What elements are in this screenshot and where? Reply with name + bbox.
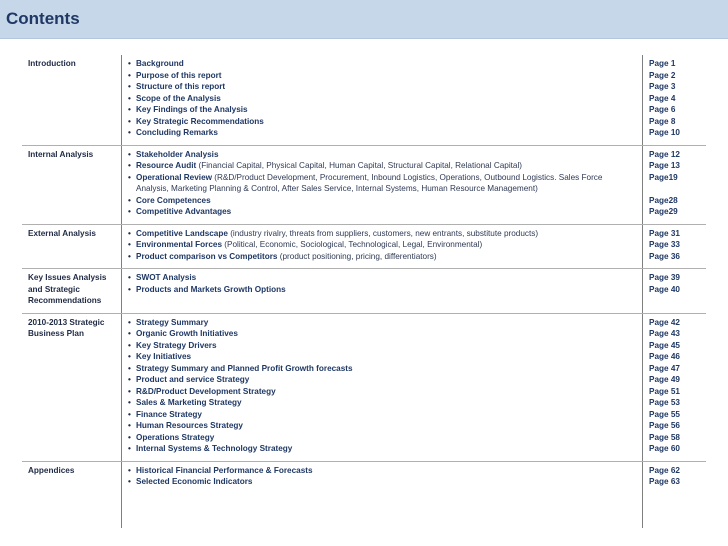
bullet-icon: • bbox=[128, 149, 131, 159]
toc-item-title: Organic Growth Initiatives bbox=[136, 329, 238, 338]
section-row bbox=[22, 55, 706, 145]
toc-item-title: Purpose of this report bbox=[136, 70, 222, 80]
bullet-icon: • bbox=[128, 375, 131, 384]
section-items bbox=[122, 313, 643, 461]
page-number[interactable]: Page 31 bbox=[649, 228, 680, 238]
page-number[interactable]: Page 63 bbox=[649, 477, 680, 486]
page-number[interactable]: Page 8 bbox=[649, 116, 676, 126]
toc-item-title: Product comparison vs Competitors bbox=[136, 251, 280, 261]
toc-item-title: Key Strategic Recommendations bbox=[136, 116, 264, 126]
toc-item[interactable] bbox=[128, 149, 637, 161]
bullet-icon: • bbox=[128, 207, 131, 216]
section-row bbox=[22, 269, 706, 314]
page-number[interactable]: Page28 bbox=[649, 195, 678, 205]
toc-item[interactable] bbox=[128, 70, 637, 82]
toc-item-title: Strategy Summary and Planned Profit Growth forecasts bbox=[136, 363, 353, 373]
page-number[interactable]: Page 45 bbox=[649, 340, 680, 350]
toc-item-title: Core Competences bbox=[136, 195, 211, 205]
toc-item-title: Resource Audit bbox=[136, 161, 199, 170]
bullet-icon: • bbox=[128, 409, 131, 419]
toc-item[interactable] bbox=[128, 93, 637, 105]
bullet-icon: • bbox=[128, 421, 131, 430]
toc-item-title: Finance Strategy bbox=[136, 409, 202, 419]
bullet-icon: • bbox=[128, 59, 131, 68]
toc-item-title: Environmental Forces bbox=[136, 240, 225, 249]
toc-item-title: Key Initiatives bbox=[136, 352, 192, 361]
page-number[interactable]: Page 55 bbox=[649, 409, 680, 419]
toc-item-title: Operational Review bbox=[136, 172, 215, 182]
section-name: Appendices bbox=[22, 461, 122, 528]
toc-item[interactable] bbox=[128, 58, 637, 70]
toc-item-detail: (product positioning, pricing, differentiators) bbox=[279, 251, 437, 261]
section-pages bbox=[643, 269, 707, 314]
toc-item[interactable] bbox=[128, 420, 637, 432]
bullet-icon: • bbox=[128, 352, 131, 361]
toc-item-detail: (Political, Economic, Sociological, Technological, Legal, Environmental) bbox=[224, 240, 483, 249]
bullet-icon: • bbox=[128, 432, 131, 442]
bullet-icon: • bbox=[128, 386, 131, 396]
page-number[interactable]: Page 10 bbox=[649, 128, 680, 137]
toc-item-detail: (R&D/Product Development, Procurement, Inbound Logistics, Operations, Outbound Logistics. Sales Force Analysis, Marketing Planning & Control, After Sales Service, Internal Systems, Human Resource Management) bbox=[136, 172, 603, 193]
bullet-icon: • bbox=[128, 161, 131, 170]
page-number[interactable]: Page 40 bbox=[649, 284, 680, 294]
toc-item[interactable] bbox=[128, 104, 637, 116]
section-pages bbox=[643, 461, 707, 528]
toc-item[interactable] bbox=[128, 363, 637, 375]
page-number[interactable]: Page 39 bbox=[649, 273, 680, 282]
bullet-icon: • bbox=[128, 93, 131, 103]
bullet-icon: • bbox=[128, 465, 131, 475]
bullet-icon: • bbox=[128, 82, 131, 91]
page-title: Contents bbox=[6, 9, 80, 28]
bullet-icon: • bbox=[128, 228, 131, 238]
toc-item[interactable] bbox=[128, 228, 637, 240]
section-name: Introduction bbox=[22, 55, 122, 145]
page-number[interactable]: Page 3 bbox=[649, 82, 676, 91]
section-pages bbox=[643, 55, 707, 145]
toc-item-title: Stakeholder Analysis bbox=[136, 149, 219, 159]
toc-item[interactable] bbox=[128, 317, 637, 329]
toc-item[interactable] bbox=[128, 443, 637, 455]
page-number[interactable]: Page 60 bbox=[649, 444, 680, 453]
toc-item[interactable] bbox=[128, 386, 637, 398]
toc-item-title: Historical Financial Performance & Forecasts bbox=[136, 465, 313, 475]
bullet-icon: • bbox=[128, 105, 131, 114]
toc-item[interactable] bbox=[128, 328, 637, 340]
bullet-icon: • bbox=[128, 116, 131, 126]
bullet-icon: • bbox=[128, 240, 131, 249]
page-number[interactable]: Page 4 bbox=[649, 93, 676, 103]
page-number[interactable]: Page 47 bbox=[649, 363, 680, 373]
bullet-icon: • bbox=[128, 444, 131, 453]
toc-item-title: Product and service Strategy bbox=[136, 375, 250, 384]
toc-item-title: Strategy Summary bbox=[136, 317, 209, 327]
page-number[interactable]: Page 13 bbox=[649, 161, 680, 170]
bullet-icon: • bbox=[128, 363, 131, 373]
toc-item[interactable] bbox=[128, 340, 637, 352]
bullet-icon: • bbox=[128, 340, 131, 350]
section-name: External Analysis bbox=[22, 224, 122, 269]
page-number[interactable]: Page 12 bbox=[649, 149, 680, 159]
toc-item[interactable] bbox=[128, 432, 637, 444]
bullet-icon: • bbox=[128, 477, 131, 486]
toc-item-title: Operations Strategy bbox=[136, 432, 215, 442]
page-number[interactable]: Page 36 bbox=[649, 251, 680, 261]
toc-item-title: Key Findings of the Analysis bbox=[136, 105, 248, 114]
toc-item-title: Key Strategy Drivers bbox=[136, 340, 217, 350]
section-items bbox=[122, 269, 643, 314]
page-number[interactable]: Page 33 bbox=[649, 240, 680, 249]
toc-item[interactable] bbox=[128, 409, 637, 421]
bullet-icon: • bbox=[128, 398, 131, 407]
toc-item-detail: (Financial Capital, Physical Capital, Human Capital, Structural Capital, Relational Capital) bbox=[198, 161, 523, 170]
toc-item[interactable] bbox=[128, 81, 637, 93]
toc-item-title: Structure of this report bbox=[136, 82, 226, 91]
page-number[interactable]: Page 6 bbox=[649, 105, 676, 114]
bullet-icon: • bbox=[128, 284, 131, 294]
page-number[interactable]: Page 62 bbox=[649, 465, 680, 475]
bullet-icon: • bbox=[128, 128, 131, 137]
toc-item[interactable] bbox=[128, 127, 637, 139]
toc-item[interactable] bbox=[128, 206, 637, 218]
toc-item[interactable] bbox=[128, 351, 637, 363]
toc-item[interactable] bbox=[128, 476, 637, 488]
page-number[interactable]: Page 53 bbox=[649, 398, 680, 407]
toc-item[interactable] bbox=[128, 172, 637, 195]
toc-item-title: Scope of the Analysis bbox=[136, 93, 221, 103]
toc-item-title: Competitive Advantages bbox=[136, 207, 232, 216]
page-number[interactable]: Page 43 bbox=[649, 329, 680, 338]
bullet-icon: • bbox=[128, 195, 131, 205]
page-number[interactable]: Page 49 bbox=[649, 375, 680, 384]
toc-item[interactable] bbox=[128, 465, 637, 477]
toc-item-title: Internal Systems & Technology Strategy bbox=[136, 444, 293, 453]
page-number[interactable]: Page19 bbox=[649, 172, 678, 182]
bullet-icon: • bbox=[128, 172, 131, 182]
page-number[interactable]: Page 58 bbox=[649, 432, 680, 442]
contents-table bbox=[22, 55, 706, 528]
toc-item-title: Human Resources Strategy bbox=[136, 421, 243, 430]
section-pages bbox=[643, 145, 707, 224]
section-row bbox=[22, 461, 706, 528]
section-name: 2010-2013 Strategic Business Plan bbox=[22, 313, 122, 461]
section-items bbox=[122, 461, 643, 528]
bullet-icon: • bbox=[128, 273, 131, 282]
section-pages bbox=[643, 224, 707, 269]
toc-item[interactable] bbox=[128, 284, 637, 296]
toc-item-detail: (industry rivalry, threats from suppliers, customers, new entrants, substitute products) bbox=[230, 228, 539, 238]
section-row bbox=[22, 145, 706, 224]
bullet-icon: • bbox=[128, 317, 131, 327]
toc-item[interactable] bbox=[128, 116, 637, 128]
toc-item-title: Competitive Landscape bbox=[136, 228, 231, 238]
toc-item[interactable] bbox=[128, 374, 637, 386]
section-row bbox=[22, 313, 706, 461]
toc-item-title: Selected Economic Indicators bbox=[136, 477, 253, 486]
toc-item-title: Products and Markets Growth Options bbox=[136, 284, 286, 294]
page-number[interactable]: Page 46 bbox=[649, 352, 680, 361]
bullet-icon: • bbox=[128, 70, 131, 80]
toc-item-title: Concluding Remarks bbox=[136, 128, 218, 137]
section-name: Internal Analysis bbox=[22, 145, 122, 224]
title-bar bbox=[0, 0, 728, 39]
toc-item[interactable] bbox=[128, 195, 637, 207]
toc-item-title: R&D/Product Development Strategy bbox=[136, 386, 276, 396]
section-name: Key Issues Analysis and Strategic Recommendations bbox=[22, 269, 122, 314]
section-items bbox=[122, 224, 643, 269]
page-number[interactable]: Page 56 bbox=[649, 421, 680, 430]
toc-item-title: Sales & Marketing Strategy bbox=[136, 398, 242, 407]
toc-item[interactable] bbox=[128, 160, 637, 172]
toc-item[interactable] bbox=[128, 251, 637, 263]
section-row bbox=[22, 224, 706, 269]
bullet-icon: • bbox=[128, 329, 131, 338]
toc-item-title: SWOT Analysis bbox=[136, 273, 197, 282]
page-number[interactable]: Page 2 bbox=[649, 70, 676, 80]
page-number[interactable]: Page 42 bbox=[649, 317, 680, 327]
toc-item[interactable] bbox=[128, 272, 637, 284]
toc-item[interactable] bbox=[128, 397, 637, 409]
page-number[interactable]: Page 51 bbox=[649, 386, 680, 396]
section-items bbox=[122, 55, 643, 145]
section-pages bbox=[643, 313, 707, 461]
page-number[interactable]: Page 1 bbox=[649, 59, 676, 68]
toc-item[interactable] bbox=[128, 239, 637, 251]
toc-item-title: Background bbox=[136, 59, 184, 68]
page-number[interactable]: Page29 bbox=[649, 207, 678, 216]
section-items bbox=[122, 145, 643, 224]
bullet-icon: • bbox=[128, 251, 131, 261]
